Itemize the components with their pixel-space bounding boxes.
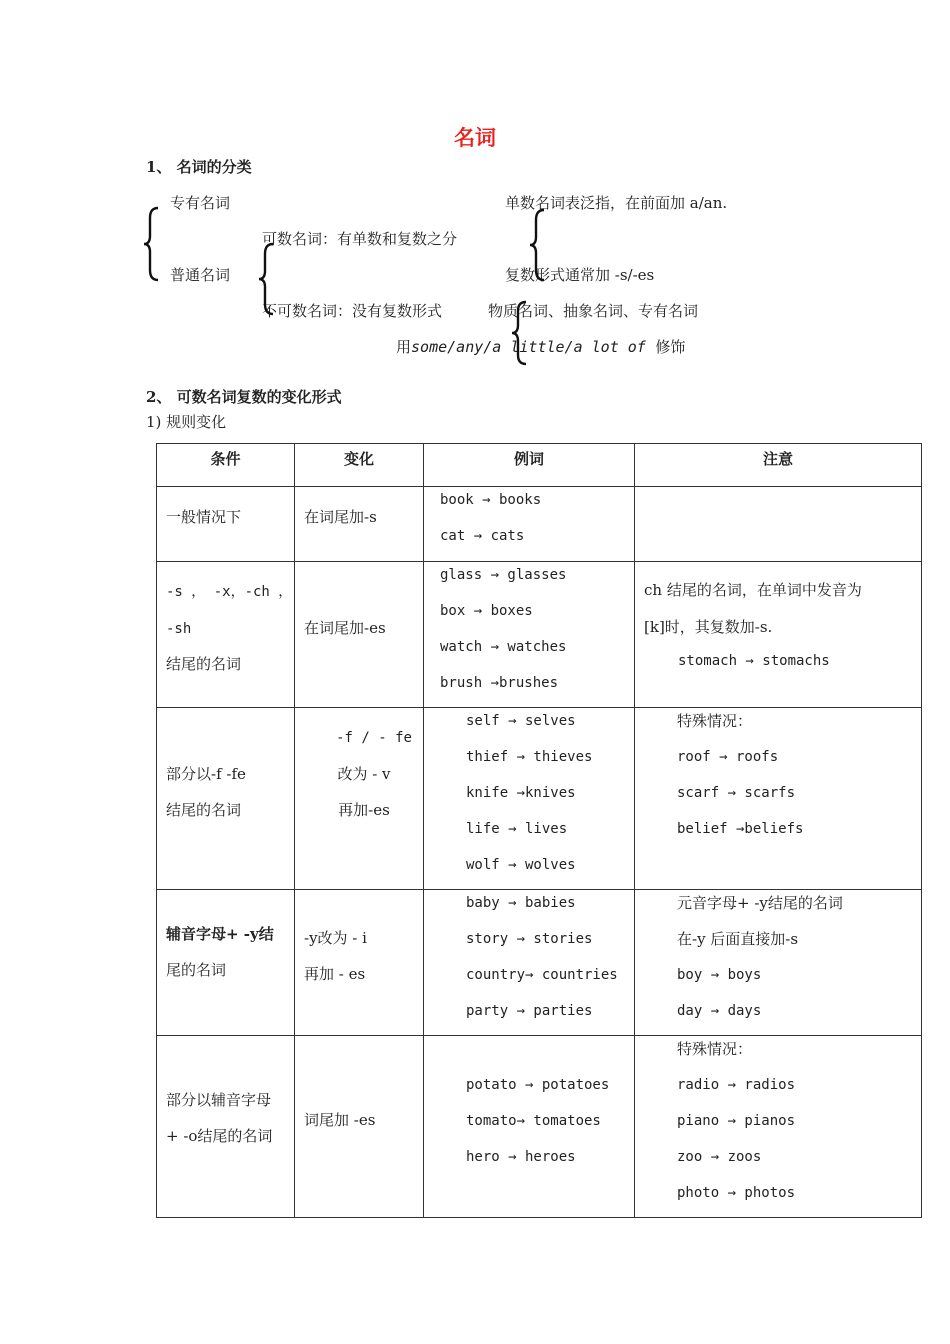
row3-condition <box>157 708 295 890</box>
plural-rules-table <box>156 443 922 1218</box>
note-item: day → days <box>677 1003 762 1019</box>
table-row <box>157 487 922 562</box>
section2-subheading: 1) 规则变化 <box>146 413 227 431</box>
page-title: 名词 <box>454 125 496 150</box>
example-item: life → lives <box>466 821 568 837</box>
row3-condition-line: 结尾的名词 <box>166 801 242 819</box>
row3-notes <box>635 708 922 890</box>
row5-condition <box>157 1036 295 1218</box>
example-item: watch → watches <box>440 639 567 655</box>
note-item: radio → radios <box>677 1077 796 1093</box>
row3-examples <box>424 708 635 890</box>
row3-note-title: 特殊情况： <box>677 712 753 730</box>
row4-examples <box>424 890 635 1036</box>
example-item: story → stories <box>466 931 593 947</box>
row4-change-line: -y改为 - i <box>304 929 367 947</box>
header-notes: 注意 <box>635 444 922 487</box>
row1-condition-text: 一般情况下 <box>166 508 242 526</box>
row1-notes <box>635 487 922 562</box>
brace-countable <box>528 208 548 282</box>
row2-note-line: stomach → stomachs <box>678 653 830 669</box>
row5-notes <box>635 1036 922 1218</box>
example-item: brush →brushes <box>440 675 559 691</box>
uncountable-noun-label: 不可数名词：没有复数形式 <box>262 302 443 320</box>
row4-condition <box>157 890 295 1036</box>
section1-heading: 1、 名词的分类 <box>146 158 252 176</box>
example-item: book → books <box>440 492 542 508</box>
note-item: 元音字母+ -y结尾的名词 <box>677 894 843 912</box>
row5-change <box>295 1036 424 1218</box>
row5-change-text: 词尾加 -es <box>304 1111 376 1129</box>
row4-change <box>295 890 424 1036</box>
row4-condition-line: 辅音字母+ -y结 <box>166 925 274 943</box>
note-item: boy → boys <box>677 967 762 983</box>
row5-examples <box>424 1036 635 1218</box>
row4-notes <box>635 890 922 1036</box>
row2-note-line: [k]时，其复数加-s. <box>644 618 773 636</box>
note-item: photo → photos <box>677 1185 796 1201</box>
row2-condition-line: -sh <box>166 621 192 637</box>
example-item: wolf → wolves <box>466 857 576 873</box>
table-header-row <box>157 444 922 487</box>
note-item: scarf → scarfs <box>677 785 796 801</box>
table-row <box>157 1036 922 1218</box>
table-row <box>157 890 922 1036</box>
proper-noun-label: 专有名词 <box>170 194 231 212</box>
section2-heading: 2、 可数名词复数的变化形式 <box>146 388 342 406</box>
example-item: baby → babies <box>466 895 576 911</box>
modify-prefix: 用 <box>396 338 412 356</box>
note-item: belief →beliefs <box>677 821 804 837</box>
modify-note <box>396 336 685 357</box>
note-item: 在-y 后面直接加-s <box>677 930 799 948</box>
example-item: tomato→ tomatoes <box>466 1113 601 1129</box>
modify-words: some/any/a little/a lot of <box>411 338 646 356</box>
row2-condition-line: 结尾的名词 <box>166 655 242 673</box>
row2-note-line: ch 结尾的名词，在单词中发音为 <box>644 581 862 599</box>
row3-change-line: 改为 - v <box>337 765 391 783</box>
modify-suffix: 修饰 <box>655 338 686 356</box>
row2-notes <box>635 562 922 708</box>
example-item: potato → potatoes <box>466 1077 610 1093</box>
row1-change <box>295 487 424 562</box>
row2-change <box>295 562 424 708</box>
note-item: roof → roofs <box>677 749 779 765</box>
example-item: glass → glasses <box>440 567 567 583</box>
common-noun-label: 普通名词 <box>170 266 231 284</box>
plural-note: 复数形式通常加 -s/-es <box>505 266 655 284</box>
example-item: country→ countries <box>466 967 618 983</box>
singular-note: 单数名词表泛指，在前面加 a/an. <box>505 194 728 212</box>
header-change: 变化 <box>295 444 424 487</box>
row2-change-text: 在词尾加-es <box>304 619 386 637</box>
row5-condition-line: 部分以辅音字母 <box>166 1091 272 1109</box>
row2-condition <box>157 562 295 708</box>
row3-change-line: -f / - fe <box>336 730 412 746</box>
row5-condition-line: + -o结尾的名词 <box>166 1127 273 1145</box>
example-item: knife →knives <box>466 785 576 801</box>
example-item: party → parties <box>466 1003 593 1019</box>
table-row <box>157 708 922 890</box>
example-item: box → boxes <box>440 603 533 619</box>
note-item: piano → pianos <box>677 1113 796 1129</box>
row1-change-text: 在词尾加-s <box>304 508 377 526</box>
row5-note-title: 特殊情况： <box>677 1040 753 1058</box>
header-condition: 条件 <box>157 444 295 487</box>
table-row <box>157 562 922 708</box>
row4-condition-line: 尾的名词 <box>166 961 227 979</box>
row3-condition-line: 部分以-f -fe <box>166 765 246 783</box>
countable-noun-label: 可数名词：有单数和复数之分 <box>262 230 458 248</box>
brace-common-noun <box>257 242 277 316</box>
brace-uncountable <box>510 300 530 366</box>
row3-change <box>295 708 424 890</box>
example-item: self → selves <box>466 713 576 729</box>
note-item: zoo → zoos <box>677 1149 762 1165</box>
row2-condition-line: -s ， -x，-ch ， <box>166 584 293 600</box>
row4-change-line: 再加 - es <box>304 965 366 983</box>
row1-examples <box>424 487 635 562</box>
uncountable-types: 物质名词、抽象名词、专有名词 <box>488 302 699 320</box>
row3-change-line: 再加-es <box>338 801 390 819</box>
example-item: thief → thieves <box>466 749 593 765</box>
example-item: hero → heroes <box>466 1149 576 1165</box>
row2-examples <box>424 562 635 708</box>
header-examples: 例词 <box>424 444 635 487</box>
row1-condition <box>157 487 295 562</box>
brace-noun-types <box>142 206 162 282</box>
example-item: cat → cats <box>440 528 525 544</box>
